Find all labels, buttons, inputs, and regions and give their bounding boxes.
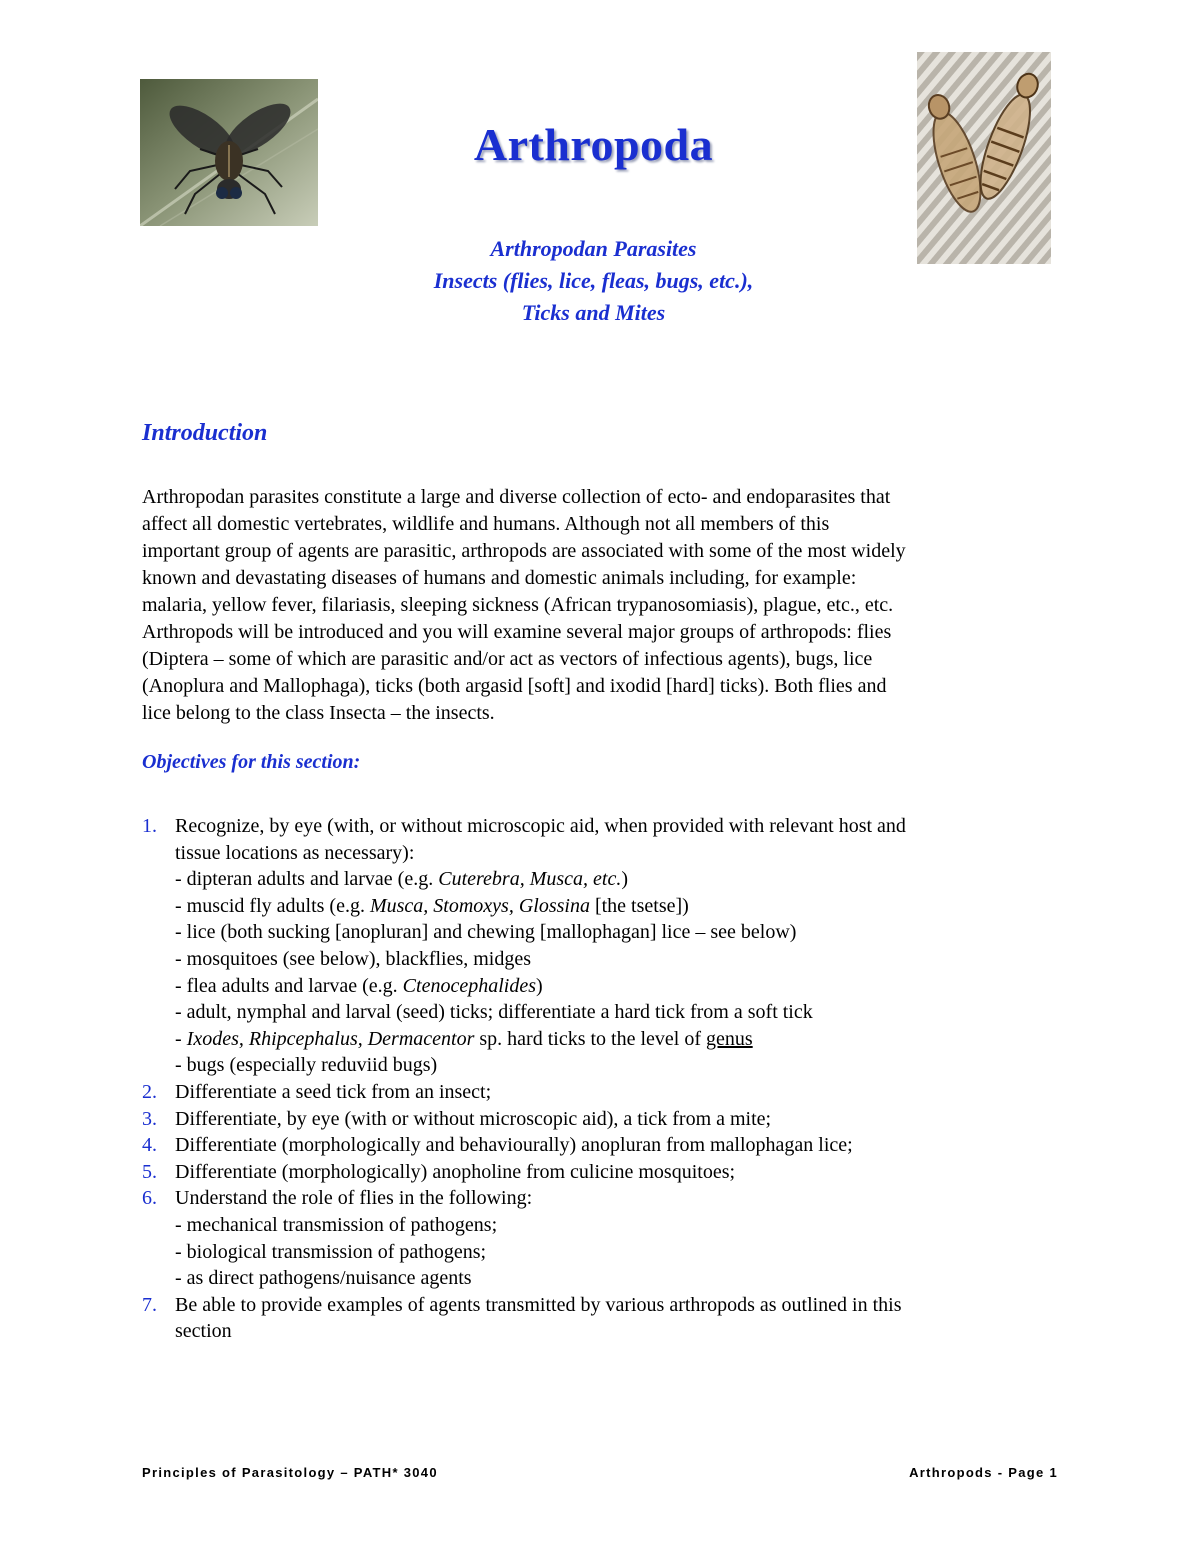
paragraph-line: Arthropodan parasites constitute a large and diverse collection of ecto- and endoparasites that: [142, 486, 891, 508]
text-run: ): [621, 868, 629, 891]
objective-line: Recognize, by eye (with, or without microscopic aid, when provided with relevant host and: [175, 815, 906, 837]
introduction-heading: Introduction: [142, 420, 268, 446]
objective-number: 5.: [142, 1160, 157, 1183]
page-subtitle: [0, 233, 1187, 329]
text-run: sp. hard ticks to the level of: [474, 1027, 707, 1050]
text-run: [the tsetse]): [589, 894, 689, 917]
objective-line: tissue locations as necessary):: [175, 841, 415, 864]
text-run: - dipteran adults and larvae (e.g.: [175, 868, 439, 891]
objective-item: [142, 1185, 1072, 1291]
subtitle-line: Insects (flies, lice, fleas, bugs, etc.),: [433, 268, 754, 293]
objective-subitem: - mosquitoes (see below), blackflies, midges: [175, 947, 532, 970]
text-run: - flea adults and larvae (e.g.: [175, 974, 403, 997]
genus-names: Ixodes, Rhipcephalus, Dermacentor: [186, 1027, 475, 1050]
objective-number: 7.: [142, 1293, 157, 1316]
objective-line: Differentiate (morphologically and behaviourally) anopluran from mallophagan lice;: [175, 1134, 853, 1157]
objective-item: [142, 1292, 1072, 1345]
objective-subitem: - biological transmission of pathogens;: [175, 1240, 487, 1263]
introduction-paragraph: [142, 484, 1062, 727]
genus-names: Cuterebra, Musca, etc.: [438, 868, 622, 891]
objective-number: 3.: [142, 1107, 157, 1130]
objective-subitem: - adult, nymphal and larval (seed) ticks; differentiate a hard tick from a soft tick: [175, 1001, 813, 1024]
footer-page-number: Arthropods - Page 1: [909, 1465, 1058, 1480]
objective-number: 1.: [142, 815, 157, 837]
genus-names: Ctenocephalides: [402, 974, 536, 997]
objective-line: Differentiate (morphologically) anopholine from culicine mosquitoes;: [175, 1160, 736, 1183]
objective-subitem: [175, 1026, 1072, 1053]
objective-line: Understand the role of flies in the following:: [175, 1187, 533, 1210]
objective-line: section: [175, 1320, 232, 1343]
paragraph-line: (Diptera – some of which are parasitic and/or act as vectors of infectious agents), bugs, lice: [142, 648, 873, 670]
objective-item: [142, 1106, 1072, 1133]
objectives-list: [142, 813, 1072, 1345]
objectives-heading: Objectives for this section:: [142, 751, 361, 773]
text-run: - muscid fly adults (e.g.: [175, 894, 370, 917]
paragraph-line: Arthropods will be introduced and you will examine several major groups of arthropods: flies: [142, 621, 892, 643]
subtitle-line: Arthropodan Parasites: [490, 236, 697, 261]
page-title: Arthropoda: [473, 119, 714, 170]
text-run: ): [535, 974, 543, 997]
objective-subitem: [175, 973, 1072, 1000]
objective-subitem: - as direct pathogens/nuisance agents: [175, 1267, 472, 1290]
objective-item: [142, 1079, 1072, 1106]
text-run: -: [175, 1027, 187, 1050]
objective-subitem: - bugs (especially reduviid bugs): [175, 1054, 438, 1077]
paragraph-line: lice belong to the class Insecta – the insects.: [142, 702, 495, 724]
objective-line: Be able to provide examples of agents transmitted by various arthropods as outlined in this: [175, 1293, 902, 1316]
objective-subitem: [175, 866, 1072, 893]
objective-number: 2.: [142, 1080, 157, 1103]
objective-item: [142, 1132, 1072, 1159]
paragraph-line: affect all domestic vertebrates, wildlife and humans. Although not all members of this: [142, 513, 830, 535]
paragraph-line: (Anoplura and Mallophaga), ticks (both argasid [soft] and ixodid [hard] ticks). Both flies and: [142, 675, 887, 697]
objective-subitem: - lice (both sucking [anopluran] and chewing [mallophagan] lice – see below): [175, 921, 797, 944]
objective-subitem: [175, 893, 1072, 920]
objective-line: Differentiate, by eye (with or without microscopic aid), a tick from a mite;: [175, 1107, 772, 1130]
objective-number: 6.: [142, 1187, 157, 1210]
paragraph-line: malaria, yellow fever, filariasis, sleeping sickness (African trypanosomiasis), plague, etc., etc.: [142, 594, 894, 616]
objective-number: 4.: [142, 1134, 157, 1157]
objective-line: Differentiate a seed tick from an insect;: [175, 1080, 492, 1103]
underlined-term: genus: [706, 1027, 753, 1050]
subtitle-line: Ticks and Mites: [521, 300, 666, 325]
paragraph-line: known and devastating diseases of humans and domestic animals including, for example:: [142, 567, 857, 589]
objective-item: [142, 1159, 1072, 1186]
objective-subitem: - mechanical transmission of pathogens;: [175, 1213, 498, 1236]
footer-course: Principles of Parasitology – PATH* 3040: [142, 1465, 438, 1480]
objective-item: [142, 813, 1072, 1079]
genus-names: Musca, Stomoxys, Glossina: [369, 894, 590, 917]
paragraph-line: important group of agents are parasitic, arthropods are associated with some of the most widely: [142, 540, 906, 562]
